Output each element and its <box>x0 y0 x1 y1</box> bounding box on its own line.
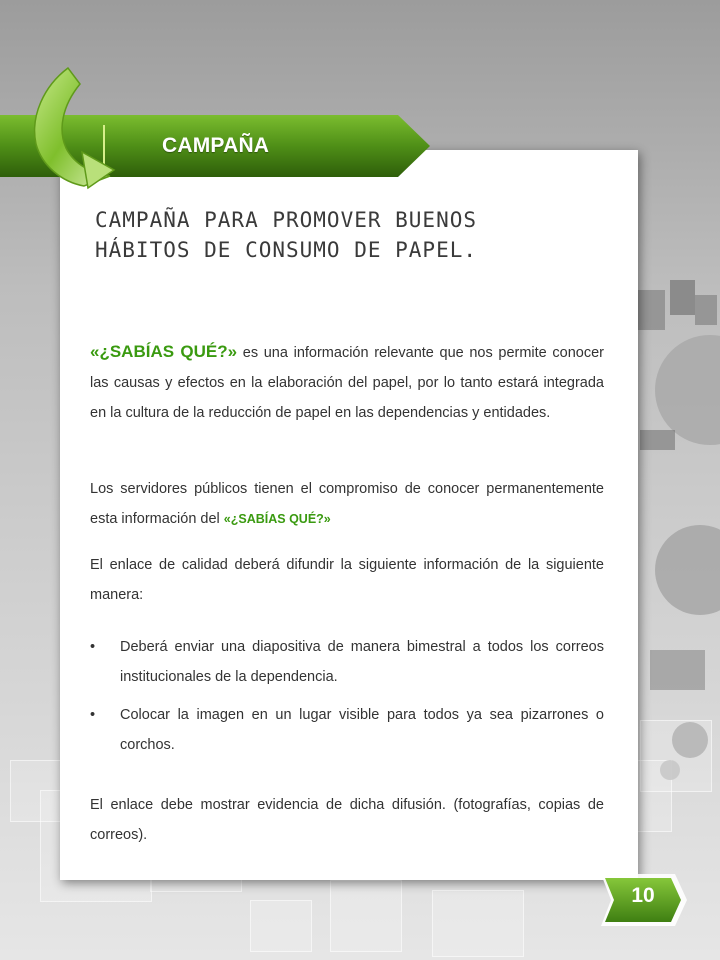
paragraph-evidence: El enlace debe mostrar evidencia de dicha difusión. (fotografías, copias de correos). <box>90 797 604 843</box>
sabias-que-highlight: «¿SABÍAS QUÉ?» <box>223 512 331 526</box>
list-item <box>90 700 604 760</box>
list-item-text: Deberá enviar una diapositiva de manera bimestral a todos los correos institucionales de la dependencia. <box>120 639 604 685</box>
list-item-text: Colocar la imagen en un lugar visible para todos ya sea pizarrones o corchos. <box>120 707 604 753</box>
paragraph-instructions: El enlace de calidad deberá difundir la siguiente información de la siguiente manera: <box>90 557 604 603</box>
eco-illustration <box>630 270 720 830</box>
background-square <box>330 880 402 952</box>
section-label: CAMPAÑA <box>162 134 270 157</box>
paragraph-intro-text: es una información relevante que nos permite conocer las causas y efectos en la elaboración del papel, por lo tanto estará integrada en la cultura de la reducción de papel en las dependencias y entidades. <box>90 345 604 421</box>
background-square <box>250 900 312 952</box>
page-title-line-1: CAMPAÑA PARA PROMOVER BUENOS <box>95 208 478 232</box>
page-title-line-2: HÁBITOS DE CONSUMO DE PAPEL. <box>95 238 478 262</box>
page-number: 10 <box>631 884 655 907</box>
page-title <box>95 205 605 265</box>
sabias-que-lead: «¿SABÍAS QUÉ?» <box>90 342 238 361</box>
paragraph-commitment <box>90 474 604 534</box>
paragraph-commitment-text: Los servidores públicos tienen el compromiso de conocer permanentemente esta información del <box>90 481 604 527</box>
list-item <box>90 632 604 692</box>
background-square <box>432 890 524 957</box>
leaf-arrow-icon <box>22 66 118 190</box>
paragraph-intro <box>90 337 604 428</box>
bullet-icon: • <box>90 639 96 655</box>
bullet-icon: • <box>90 707 96 723</box>
